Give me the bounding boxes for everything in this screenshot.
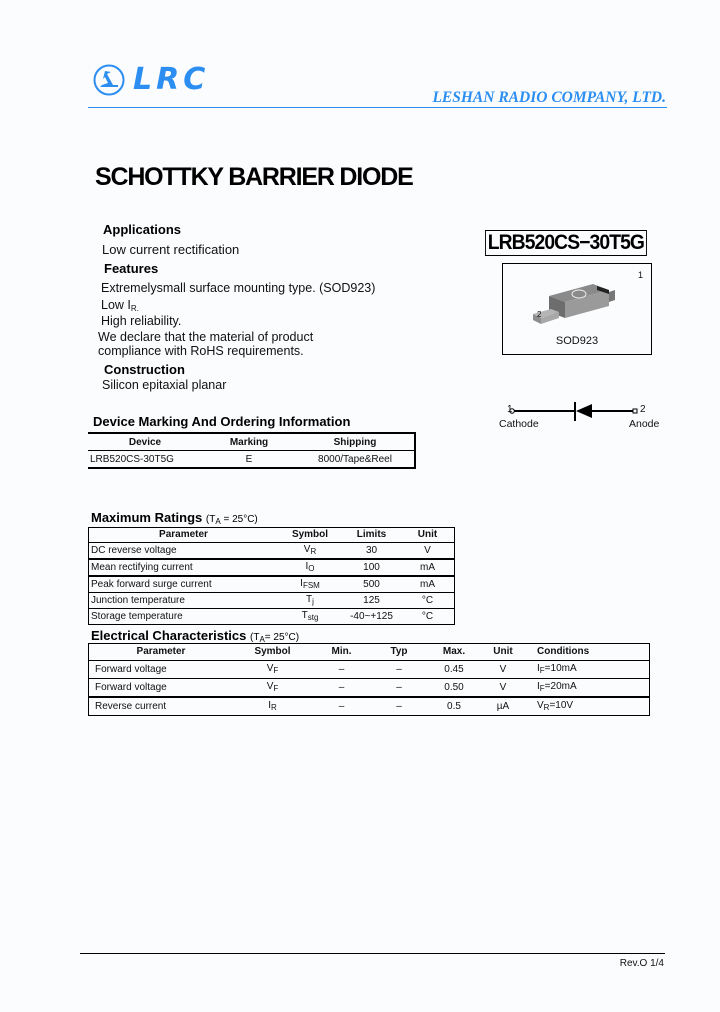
part-number: LRB520CS−30T5G xyxy=(485,230,647,256)
symbol-pin-1: 1 xyxy=(507,404,513,415)
column-header: Symbol xyxy=(278,528,342,543)
table-row: Reverse current $I_R$ – – 0.5 µA $V_R=10V$ xyxy=(89,697,650,716)
ordering-title: Device Marking And Ordering Information xyxy=(93,414,351,429)
pin-1-label: 1 xyxy=(638,270,644,280)
feature-item: compliance with RoHS requirements. xyxy=(98,344,304,358)
table-row: Peak forward surge current $I_{FSM}$ 500 mA xyxy=(89,576,455,593)
column-header: Marking xyxy=(202,433,296,451)
column-header: Min. xyxy=(312,644,371,661)
feature-item: Low $I_{R.}$ xyxy=(101,298,139,313)
features-heading: Features xyxy=(104,261,159,276)
symbol-pin-2: 2 xyxy=(640,404,646,415)
table-row: Forward voltage $V_F$ – – 0.45 V $I_F=10mA$ xyxy=(89,660,650,678)
ordering-table xyxy=(88,432,416,469)
cell-shipping: 8000/Tape&Reel xyxy=(296,451,415,469)
lrc-logo-icon xyxy=(93,64,125,96)
header-divider xyxy=(88,107,667,108)
table-row: Forward voltage $V_F$ – – 0.50 V $I_F=20mA$ xyxy=(89,678,650,697)
table-row: Mean rectifying current $I_O$ 100 mA xyxy=(89,559,455,576)
logo-text: LRC xyxy=(133,62,210,97)
footer-divider xyxy=(80,953,665,954)
subscript: R. xyxy=(130,304,139,313)
table-row xyxy=(88,451,415,469)
max-ratings-table xyxy=(88,527,455,625)
document-title: SCHOTTKY BARRIER DIODE xyxy=(95,163,413,191)
feature-item: Extremelysmall surface mounting type. (SOD923) xyxy=(101,281,376,295)
table-header-row xyxy=(88,433,415,451)
electrical-table xyxy=(88,643,650,716)
condition-note: $(T_A= 25^\circ C)$ xyxy=(250,632,300,644)
electrical-title: Electrical Characteristics $(T_A= 25^\circ C)$ xyxy=(91,628,300,644)
table-header-row xyxy=(89,644,650,661)
column-header: Symbol xyxy=(233,644,312,661)
pin-2-label: 2 xyxy=(537,310,542,319)
table-row: Storage temperature $T_{stg}$ -40~+125 °C xyxy=(89,608,455,624)
package-label: SOD923 xyxy=(555,335,599,347)
cathode-label: Cathode xyxy=(499,418,539,430)
table-row: Junction temperature $T_j$ 125 °C xyxy=(89,592,455,608)
table-header-row xyxy=(89,528,455,543)
company-logo xyxy=(93,64,209,96)
column-header: Device xyxy=(88,433,202,451)
condition-note: $(T_A = 25^\circ C)$ xyxy=(205,514,258,526)
column-header: Max. xyxy=(427,644,481,661)
anode-label: Anode xyxy=(629,418,660,430)
column-header: Parameter xyxy=(89,644,234,661)
column-header: Parameter xyxy=(89,528,279,543)
column-header: Typ xyxy=(371,644,427,661)
application-item: Low current rectification xyxy=(102,242,240,257)
applications-heading: Applications xyxy=(103,222,182,237)
feature-item: High reliability. xyxy=(101,314,182,328)
construction-heading: Construction xyxy=(104,362,185,377)
package-image-box xyxy=(502,263,652,355)
column-header: Limits xyxy=(342,528,401,543)
construction-item: Silicon epitaxial planar xyxy=(102,378,227,392)
sod923-package-icon xyxy=(521,278,621,328)
table-row: DC reverse voltage $V_R$ 30 V xyxy=(89,542,455,559)
cell-marking: E xyxy=(202,451,296,469)
feature-item: We declare that the material of product xyxy=(98,330,314,344)
column-header: Unit xyxy=(401,528,455,543)
cell-device: LRB520CS-30T5G xyxy=(88,451,202,469)
company-name: LESHAN RADIO COMPANY, LTD. xyxy=(432,89,666,106)
revision-page: Rev.O 1/4 xyxy=(619,958,664,969)
column-header: Unit xyxy=(481,644,525,661)
column-header: Shipping xyxy=(296,433,415,451)
column-header: Conditions xyxy=(525,644,650,661)
max-ratings-title: Maximum Ratings $(T_A = 25^\circ C)$ xyxy=(91,510,258,526)
